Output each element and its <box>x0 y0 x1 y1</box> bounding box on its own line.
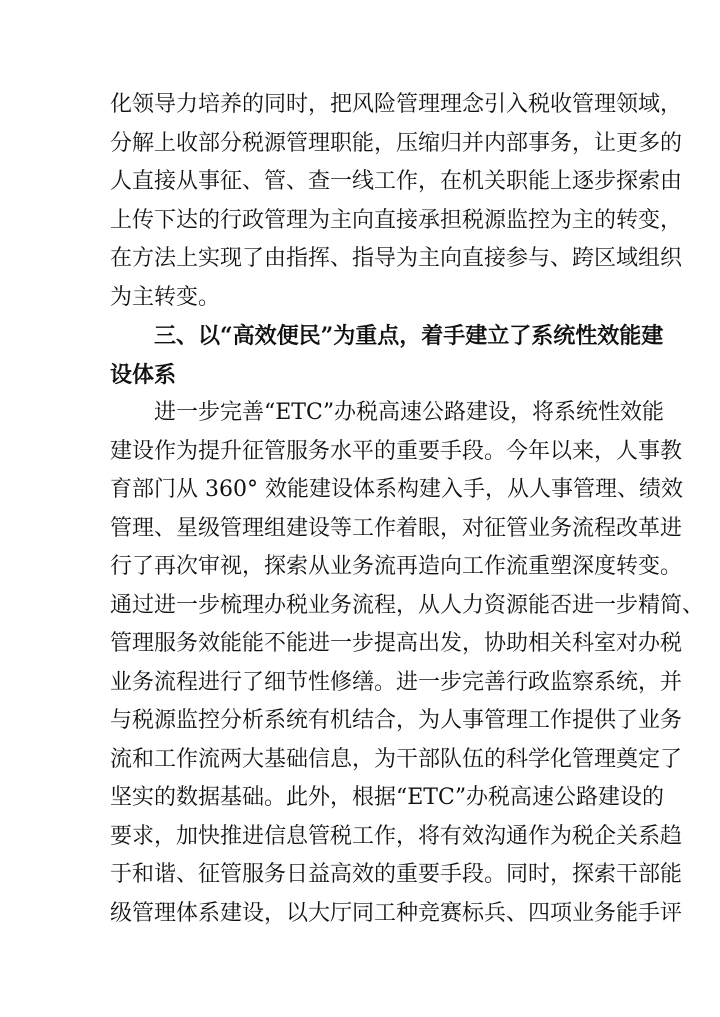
text-line: 为主转变。 <box>110 284 221 310</box>
text-line: 上传下达的行政管理为主向直接承担税源监控为主的转变， <box>110 207 683 233</box>
text-line: 级管理体系建设，以大厅同工种竞赛标兵、四项业务能手评 <box>110 900 683 926</box>
text-line: 流和工作流两大基础信息，为干部队伍的科学化管理奠定了 <box>110 746 683 772</box>
text-line: 要求，加快推进信息管税工作，将有效沟通作为税企关系趋 <box>110 823 683 849</box>
text-line: 通过进一步梳理办税业务流程，从人力资源能否进一步精简、 <box>110 592 705 618</box>
text-line: 于和谐、征管服务日益高效的重要手段。同时，探索干部能 <box>110 862 683 887</box>
text-line: 坚实的数据基础。此外，根据“ETC”办税高速公路建设的 <box>110 785 665 810</box>
text-line: 育部门从 360° 效能建设体系构建入手，从人事管理、绩效 <box>110 477 683 502</box>
text-line: 业务流程进行了细节性修缮。进一步完善行政监察系统，并 <box>110 669 683 695</box>
text-line: 进一步完善“ETC”办税高速公路建设，将系统性效能 <box>110 400 665 425</box>
text-line: 在方法上实现了由指挥、指导为主向直接参与、跨区域组织 <box>110 246 683 271</box>
text-line: 与税源监控分析系统有机结合，为人事管理工作提供了业务 <box>110 708 683 733</box>
text-line: 分解上收部分税源管理职能，压缩归并内部事务，让更多的 <box>110 130 683 156</box>
text-line: 建设作为提升征管服务水平的重要手段。今年以来，人事教 <box>110 438 683 464</box>
body-text <box>110 86 705 933</box>
text-line: 行了再次审视，探索从业务流再造向工作流重塑深度转变。 <box>110 554 683 579</box>
text-line: 管理、星级管理组建设等工作着眼，对征管业务流程改革进 <box>110 515 683 541</box>
text-line: 化领导力培养的同时，把风险管理理念引入税收管理领域， <box>110 92 683 117</box>
text-line: 人直接从事征、管、查一线工作，在机关职能上逐步探索由 <box>110 169 683 194</box>
section-heading-line: 设体系 <box>110 361 177 388</box>
section-heading-line: 三、以“高效便民”为重点，着手建立了系统性效能建 <box>110 323 664 349</box>
text-line: 管理服务效能能不能进一步提高出发，协助相关科室对办税 <box>110 631 683 656</box>
